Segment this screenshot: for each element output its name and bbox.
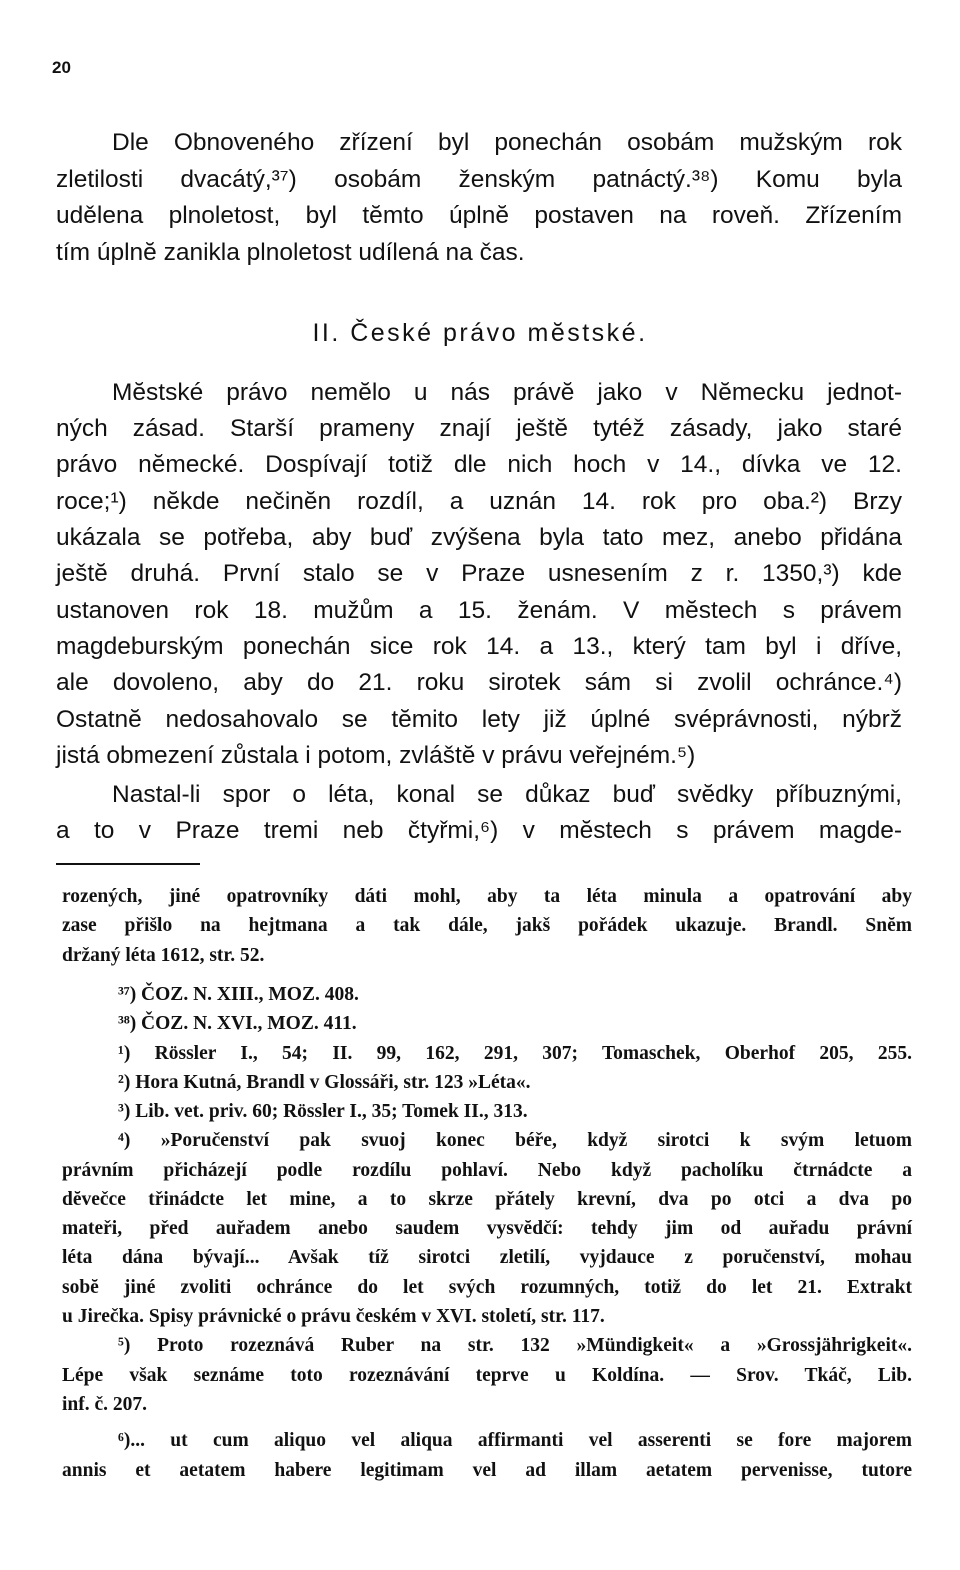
body-line: zletilosti dvacátý,³⁷) osobám ženským patnáctý.³⁸) Komu byla bbox=[56, 166, 902, 193]
page-number: 20 bbox=[52, 58, 71, 77]
body-line: ukázala se potřeba, aby buď zvýšena byla tato mez, anebo přidána bbox=[56, 524, 902, 551]
footnote-line: inf. č. 207. bbox=[62, 1394, 148, 1415]
body-line: Mĕstské právo nemĕlo u nás právĕ jako v Nĕmecku jednot- bbox=[112, 379, 902, 406]
body-line: a to v Praze tremi neb čtyřmi,⁶) v mĕstech s právem magde- bbox=[56, 817, 902, 844]
footnote-separator bbox=[56, 863, 200, 865]
footnote-line: ¹) Rössler I., 54; II. 99, 162, 291, 307; Tomaschek, Oberhof 205, 255. bbox=[118, 1043, 912, 1064]
footnote-line: dĕvečce třinádcte let mine, a to skrze přátely krevní, dva po otci a dva po bbox=[62, 1189, 912, 1210]
body-line: jistá obmezení zůstala i potom, zvláštĕ v právu veřejném.⁵) bbox=[56, 742, 696, 769]
body-line: ných zásad. Starší prameny znají ještĕ tytéž zásady, jako staré bbox=[56, 415, 902, 442]
body-line: ale dovoleno, aby do 21. roku sirotek sám si zvolil ochránce.⁴) bbox=[56, 669, 902, 696]
footnote-line: zase přišlo na hejtmana a tak dále, jakš pořádek ukazuje. Brandl. Snĕm bbox=[62, 915, 912, 936]
footnote-line: ³⁷) ČOZ. N. XIII., MOZ. 408. bbox=[118, 984, 359, 1005]
footnote-line: léta dána bývají... Avšak tíž sirotci zletilí, vyjdauce z poručenství, mohau bbox=[62, 1247, 912, 1268]
body-line: udělena plnoletost, byl tĕmto úplnĕ postaven na roveň. Zřízením bbox=[56, 202, 902, 229]
body-line: roce;¹) nĕkde nečinĕn rozdíl, a uznán 14. rok pro oba.²) Brzy bbox=[56, 488, 902, 515]
body-line: právo nĕmecké. Dospívají totiž dle nich hoch v 14., dívka ve 12. bbox=[56, 451, 902, 478]
footnote-line: ⁵) Proto rozeznává Ruber na str. 132 »Mündigkeit« a »Grossjährigkeit«. bbox=[118, 1335, 912, 1356]
footnote-line: sobĕ jiné zvoliti ochránce do let svých rozumných, totiž do let 21. Extrakt bbox=[62, 1277, 912, 1298]
footnote-line: u Jirečka. Spisy právnické o právu českém v XVI. století, str. 117. bbox=[62, 1306, 605, 1327]
footnote-line: mateři, před auřadem anebo saudem vysvĕdčí: tehdy jim od auřadu právní bbox=[62, 1218, 912, 1239]
footnote-line: ³) Lib. vet. priv. 60; Rössler I., 35; Tomek II., 313. bbox=[118, 1101, 528, 1122]
body-line: Nastal-li spor o léta, konal se důkaz buď svĕdky příbuznými, bbox=[112, 781, 902, 808]
body-line: tím úplnĕ zanikla plnoletost udílená na čas. bbox=[56, 239, 525, 266]
body-line: Ostatnĕ nedosahovalo se tĕmito lety již úplné svéprávnosti, nýbrž bbox=[56, 706, 902, 733]
footnote-line: annis et aetatem habere legitimam vel ad illam aetatem pervenisse, tutore bbox=[62, 1460, 912, 1481]
footnote-line: ⁶)... ut cum aliquo vel aliqua affirmanti vel asserenti se fore majorem bbox=[118, 1430, 912, 1451]
footnote-line: ³⁸) ČOZ. N. XVI., MOZ. 411. bbox=[118, 1013, 357, 1034]
body-line: ještĕ druhá. První stalo se v Praze usnesením z r. 1350,³) kde bbox=[56, 560, 902, 587]
body-line: Dle Obnoveného zřízení byl ponechán osobám mužským rok bbox=[112, 129, 902, 156]
footnote-line: Lépe však seznáme toto rozeznávání teprve u Koldína. — Srov. Tkáč, Lib. bbox=[62, 1365, 912, 1386]
footnote-line: rozených, jiné opatrovníky dáti mohl, aby ta léta minula a opatrování aby bbox=[62, 886, 912, 907]
footnote-line: ⁴) »Poručenství pak svuoj konec béře, když sirotci k svým letuom bbox=[118, 1130, 912, 1151]
body-line: magdeburským ponechán sice rok 14. a 13., který tam byl i dříve, bbox=[56, 633, 902, 660]
footnote-line: ²) Hora Kutná, Brandl v Glossáři, str. 123 »Léta«. bbox=[118, 1072, 531, 1093]
body-line: ustanoven rok 18. mužům a 15. ženám. V mĕstech s právem bbox=[56, 597, 902, 624]
footnote-line: držaný léta 1612, str. 52. bbox=[62, 945, 265, 966]
footnote-line: právním přicházejí podle rozdílu pohlaví. Nebo když pacholíku čtrnádcte a bbox=[62, 1160, 912, 1181]
section-heading: II. České právo mĕstské. bbox=[312, 319, 648, 347]
